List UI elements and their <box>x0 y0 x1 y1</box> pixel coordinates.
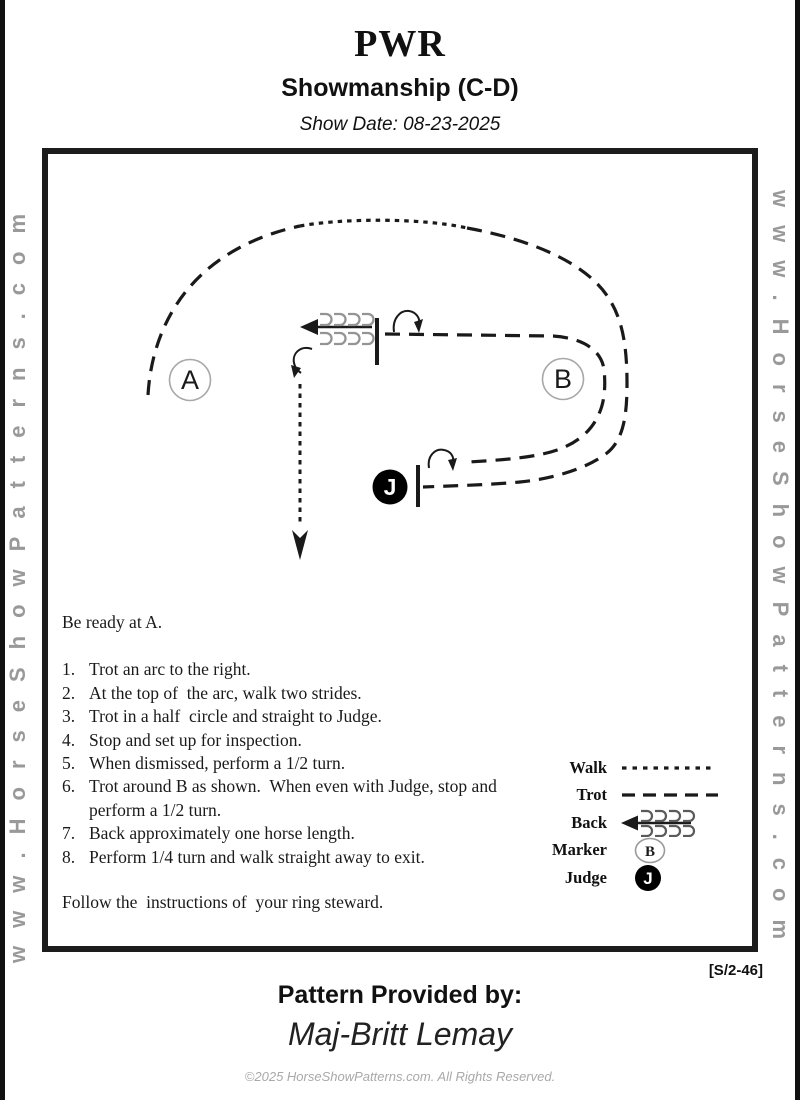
class-subtitle: Showmanship (C-D) <box>281 74 519 102</box>
instruction-step: 4. Stop and set up for inspection. <box>62 729 302 750</box>
marker-b <box>543 359 584 400</box>
pattern-diagram <box>48 154 752 606</box>
instructions-intro: Be ready at A. <box>62 612 163 632</box>
instruction-step: 2. At the top of the arc, walk two strides. <box>62 682 362 703</box>
page-title: PWR <box>354 23 446 65</box>
legend-row-marker: Marker B <box>533 837 719 865</box>
svg-text:B: B <box>644 843 656 860</box>
trot-arc-right <box>423 228 627 487</box>
svg-text:J: J <box>643 868 653 888</box>
pattern-code: [S/2-46] <box>708 962 763 979</box>
trot-arc-left <box>148 226 300 395</box>
show-date: Show Date: 08-23-2025 <box>299 114 501 135</box>
back-symbol <box>300 314 374 344</box>
legend-row-trot: Trot <box>533 782 719 810</box>
instruction-step: 5. When dismissed, perform a 1/2 turn. <box>62 753 346 774</box>
marker-circle-icon <box>619 837 719 864</box>
copyright-line: ©2025 HorseShowPatterns.com. All Rights Reserved. <box>244 1069 556 1084</box>
svg-text:J: J <box>383 474 397 500</box>
marker-a <box>170 360 211 401</box>
back-arrow-icon <box>619 809 719 837</box>
instructions-block <box>62 611 548 914</box>
instructions-outro: Follow the instructions of your ring steward. <box>62 892 384 913</box>
legend-row-judge: Judge J <box>533 864 719 892</box>
trot-line-icon <box>619 789 719 801</box>
judge-circle-icon <box>619 864 719 892</box>
half-turn-judge-icon <box>429 450 457 471</box>
walk-arc-top <box>300 220 467 228</box>
provided-by-name: Maj-Britt Lemay <box>287 1016 513 1052</box>
instruction-step: 8. Perform 1/4 turn and walk straight away to exit. <box>62 846 425 867</box>
legend-row-walk: Walk <box>533 754 719 782</box>
legend-row-back: Back <box>533 809 719 837</box>
half-turn-center-icon <box>394 311 423 333</box>
provided-by-label: Pattern Provided by: <box>277 981 523 1009</box>
svg-text:A: A <box>180 365 200 395</box>
quarter-turn-icon <box>291 348 312 378</box>
legend <box>533 754 719 892</box>
instruction-step: 3. Trot in a half circle and straight to Judge. <box>62 706 382 727</box>
judge-marker <box>373 470 408 505</box>
watermark-right: www.HorseShowPatterns.com <box>768 190 793 958</box>
svg-text:B: B <box>553 364 573 394</box>
walk-line-icon <box>619 762 719 774</box>
watermark-left: www.HorseShowPatterns.com <box>5 195 30 963</box>
instruction-step: 6. Trot around B as shown. When even with Judge, stop and perform a 1/2 turn. <box>62 776 502 820</box>
instruction-step: 1. Trot an arc to the right. <box>62 659 251 680</box>
instruction-step: 7. Back approximately one horse length. <box>62 823 355 844</box>
exit-arrowhead <box>292 530 308 560</box>
